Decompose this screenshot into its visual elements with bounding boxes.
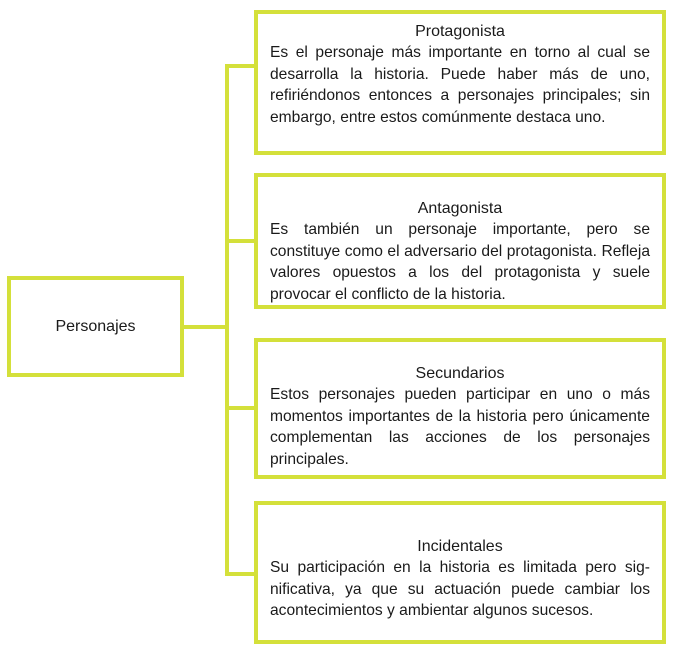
node-protagonista [254, 10, 666, 155]
node-title: Secundarios [415, 365, 505, 382]
node-description: Su participación en la historia es limitada pero significativa, ya que su actuación puede cambiar los acontecimientos y ambientar algunos sucesos. [270, 559, 650, 619]
branch-protagonista [225, 64, 255, 68]
node-title: Antagonista [417, 200, 503, 217]
node-antagonista [254, 173, 666, 309]
node-title: Incidentales [417, 538, 503, 555]
node-description: Es el personaje más importante en torno al cual se desarrolla la historia. Puede haber más de uno, refiriéndonos entonces a personajes principales; sin embargo, entre estos comúnmente destaca uno. [270, 44, 650, 126]
node-title: Protagonista [415, 23, 505, 40]
root-node [7, 276, 184, 377]
branch-incidentales [225, 572, 255, 576]
branch-secundarios [225, 406, 255, 410]
node-description: Es también un personaje importante, pero se constituye como el adversario del protagonista. Refleja valores opuestos a los del protagonista y suele provocar el conflicto de la historia. [270, 221, 650, 303]
branch-antagonista [225, 239, 255, 243]
root-connector [184, 325, 228, 329]
node-secundarios [254, 338, 666, 479]
root-label: Personajes [55, 317, 136, 335]
node-description: Estos personajes pueden participar en uno o más momentos importantes de la historia pero únicamente complementan las acciones de los personajes principales. [270, 386, 650, 468]
trunk-line [225, 64, 229, 576]
node-incidentales [254, 501, 666, 644]
